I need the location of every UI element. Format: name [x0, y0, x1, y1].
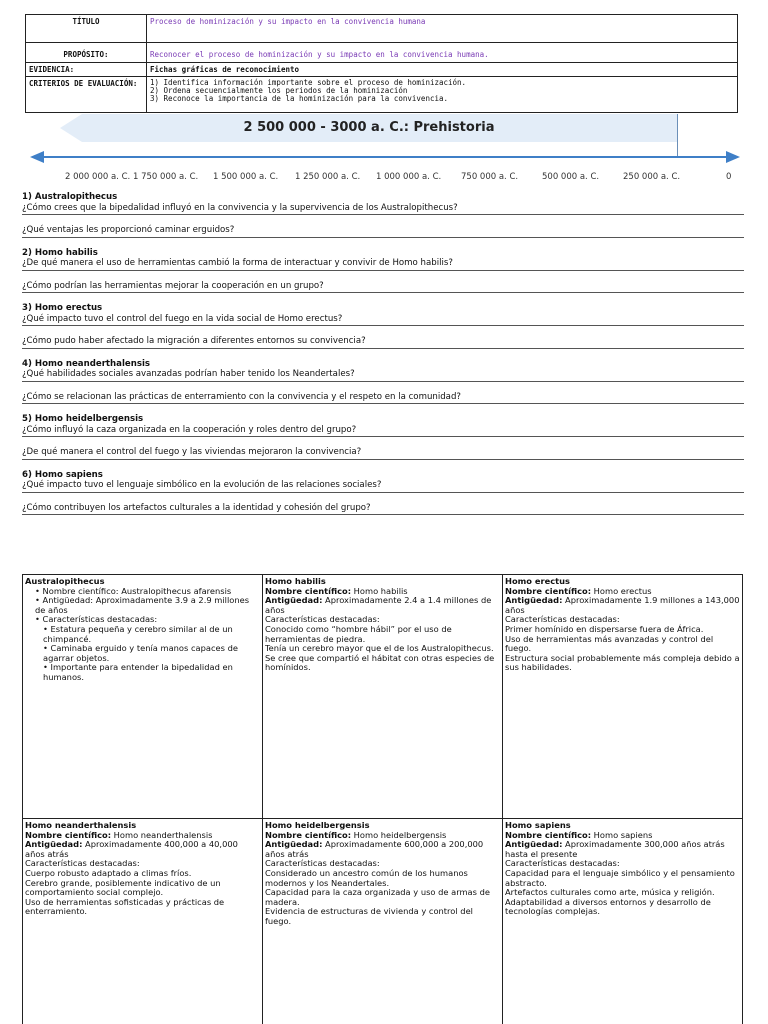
question-text: ¿Qué habilidades sociales avanzadas podrían haber tenido los Neandertales?: [22, 369, 744, 382]
question-text: ¿De qué manera el uso de herramientas cambió la forma de interactuar y convivir de Homo habilis?: [22, 258, 744, 271]
card-line: • Estatura pequeña y cerebro similar al de un chimpancé.: [43, 623, 233, 644]
card-age-line: [25, 840, 259, 859]
card-age-value: Aproximadamente 300,000 años atrás hasta el presente: [505, 839, 725, 859]
timeline-label: 1 500 000 a. C.: [213, 172, 279, 182]
question-title: 3) Homo erectus: [22, 303, 103, 313]
card-line: Adaptabilidad a diversos entornos y desarrollo de tecnologías complejas.: [505, 896, 711, 917]
timeline-label: 500 000 a. C.: [542, 172, 600, 182]
card-name-value: Homo erectus: [591, 585, 652, 596]
question-block: [22, 192, 744, 238]
timeline-label: 2 000 000 a. C.: [65, 172, 131, 182]
question-block: [22, 470, 744, 516]
question-text: ¿Cómo crees que la bipedalidad influyó en la convivencia y la supervivencia de los Australopithecus?: [22, 203, 744, 216]
timeline-label: 0: [726, 172, 732, 182]
card-features-label: Características destacadas:: [505, 614, 620, 625]
card-name-value: Homo sapiens: [591, 829, 653, 840]
card-age-label: Antigüedad:: [25, 839, 83, 850]
question-text: ¿De qué manera el control del fuego y las viviendas mejoraron la convivencia?: [22, 447, 744, 460]
timeline-label: 1 000 000 a. C.: [376, 172, 442, 182]
titulo-row: [26, 15, 738, 43]
card-name-label: Nombre científico:: [265, 585, 352, 596]
titulo-label: TÍTULO: [26, 15, 147, 43]
criterio-3: 3) Reconoce la importancia de la hominización para la convivencia.: [150, 94, 449, 103]
question-block: [22, 248, 744, 294]
card-line: • Caminaba erguido y tenía manos capaces de agarrar objetos.: [43, 643, 238, 663]
card-age-value: Aproximadamente 400,000 a 40,000 años atrás: [25, 839, 238, 859]
card-title: Homo neanderthalensis: [25, 820, 137, 830]
card-features-label: Características destacadas:: [265, 614, 380, 625]
card-name-label: Nombre científico:: [505, 829, 592, 840]
timeline-left-arrow-icon: [30, 151, 44, 163]
titulo-value: Proceso de hominización y su impacto en la convivencia humana: [147, 15, 738, 43]
question-title: 6) Homo sapiens: [22, 469, 103, 480]
banner-connector: [677, 142, 678, 156]
card-title: Homo sapiens: [505, 820, 571, 830]
card-name-value: Homo neanderthalensis: [111, 829, 213, 840]
card-line: • Importante para entender la bipedalidad en humanos.: [43, 662, 233, 682]
question-title: 2) Homo habilis: [22, 247, 98, 258]
card-homo-heidelbergensis: [263, 819, 501, 929]
card-line: Primer homínido en dispersarse fuera de África.: [505, 623, 704, 634]
card-line: Se cree que compartió el hábitat con otras especies de homínidos.: [265, 652, 495, 673]
card-homo-habilis: [263, 575, 501, 675]
card-homo-neanderthalensis: [23, 819, 261, 919]
card-homo-sapiens: [503, 819, 742, 919]
question-text: ¿Cómo pudo haber afectado la migración a diferentes entornos su convivencia?: [22, 336, 744, 349]
card-age-value: Aproximadamente 1.9 millones a 143,000 años: [505, 595, 740, 615]
question-text: ¿Qué impacto tuvo el control del fuego en la vida social de Homo erectus?: [22, 314, 744, 327]
timeline-axis: [38, 156, 732, 158]
criterios-list: [147, 77, 738, 113]
card-age-label: Antigüedad:: [505, 839, 563, 850]
question-text: ¿Cómo contribuyen los artefactos culturales a la identidad y cohesión del grupo?: [22, 503, 744, 516]
evidencia-label: EVIDENCIA:: [26, 63, 147, 77]
card-age-line: [265, 596, 499, 615]
evidencia-value: Fichas gráficas de reconocimiento: [147, 63, 738, 77]
timeline-label: 1 750 000 a. C.: [133, 172, 199, 182]
criterio-2: 2) Ordena secuencialmente los periodos de la hominización: [150, 86, 408, 95]
question-text: ¿Qué impacto tuvo el lenguaje simbólico en la evolución de las relaciones sociales?: [22, 480, 744, 493]
question-text: ¿Qué ventajas les proporcionó caminar erguidos?: [22, 225, 744, 238]
card-line: Estructura social probablemente más compleja debido a sus habilidades.: [505, 652, 740, 673]
timeline-label: 250 000 a. C.: [623, 172, 681, 182]
hominid-cards-grid: [22, 574, 743, 1024]
card-age-line: [505, 840, 740, 859]
card-line: • Nombre científico: Australopithecus afarensis: [35, 585, 232, 596]
card-name-label: Nombre científico:: [505, 585, 592, 596]
card-name-label: Nombre científico:: [25, 829, 112, 840]
timeline-label: 1 250 000 a. C.: [295, 172, 361, 182]
card-age-label: Antigüedad:: [265, 839, 323, 850]
question-text: ¿Cómo podrían las herramientas mejorar la cooperación en un grupo?: [22, 281, 744, 294]
card-line: Tenía un cerebro mayor que el de los Australopithecus.: [265, 643, 494, 654]
card-line: Capacidad para la caza organizada y uso de armas de madera.: [265, 887, 490, 907]
criterios-label: CRITERIOS DE EVALUACIÓN:: [26, 77, 147, 113]
card-name-value: Homo heidelbergensis: [351, 829, 447, 840]
card-age-label: Antigüedad:: [505, 595, 563, 606]
card-line: Artefactos culturales como arte, música y religión.: [505, 887, 715, 898]
card-features-label: Características destacadas:: [505, 858, 620, 869]
timeline-label: 750 000 a. C.: [461, 172, 519, 182]
card-title: Australopithecus: [25, 576, 105, 586]
proposito-row: [26, 43, 738, 63]
card-line: Uso de herramientas más avanzadas y control del fuego.: [505, 633, 714, 654]
card-line: • Antigüedad: Aproximadamente 3.9 a 2.9 millones de años: [35, 595, 250, 615]
proposito-label: PROPÓSITO:: [26, 43, 147, 63]
question-block: [22, 359, 744, 405]
question-title: 4) Homo neanderthalensis: [22, 358, 151, 369]
card-name-value: Homo habilis: [351, 585, 408, 596]
card-line: • Características destacadas:: [35, 614, 158, 625]
card-line: Considerado un ancestro común de los humanos modernos y los Neandertales.: [265, 867, 468, 888]
card-title: Homo habilis: [265, 576, 326, 586]
card-features-label: Características destacadas:: [265, 858, 380, 869]
timeline-right-arrow-icon: [726, 151, 740, 163]
card-title: Homo heidelbergensis: [265, 820, 370, 830]
criterio-1: 1) Identifica información importante sobre el proceso de hominización.: [150, 78, 467, 87]
card-line: Conocido como “hombre hábil” por el uso de herramientas de piedra.: [265, 623, 452, 644]
question-block: [22, 303, 744, 349]
question-title: 1) Australopithecus: [22, 192, 118, 202]
card-line: Cuerpo robusto adaptado a climas fríos.: [25, 867, 192, 878]
card-homo-erectus: [503, 575, 742, 675]
criterios-row: [26, 77, 738, 113]
question-title: 5) Homo heidelbergensis: [22, 414, 144, 424]
card-age-line: [265, 840, 499, 859]
card-age-label: Antigüedad:: [265, 595, 323, 606]
question-text: ¿Cómo se relacionan las prácticas de enterramiento con la convivencia y el respeto en la comunidad?: [22, 392, 744, 405]
question-block: [22, 414, 744, 460]
evidencia-row: [26, 63, 738, 77]
card-australopithecus: [23, 575, 261, 685]
card-line: Capacidad para el lenguaje simbólico y el pensamiento abstracto.: [505, 867, 735, 888]
card-age-value: Aproximadamente 600,000 a 200,000 años atrás: [265, 839, 484, 859]
card-line: Evidencia de estructuras de vivienda y control del fuego.: [265, 906, 473, 926]
prehistoria-banner-text: 2 500 000 - 3000 a. C.: Prehistoria: [243, 120, 495, 135]
header-table: [25, 14, 738, 113]
card-age-value: Aproximadamente 2.4 a 1.4 millones de años: [265, 595, 492, 615]
card-name-label: Nombre científico:: [265, 829, 352, 840]
question-text: ¿Cómo influyó la caza organizada en la cooperación y roles dentro del grupo?: [22, 425, 744, 438]
card-age-line: [505, 596, 740, 615]
card-features-label: Características destacadas:: [25, 858, 140, 869]
questions-section: [22, 192, 744, 525]
proposito-value: Reconocer el proceso de hominización y su impacto en la convivencia humana.: [147, 43, 738, 63]
card-title: Homo erectus: [505, 576, 570, 586]
card-line: Uso de herramientas sofisticadas y prácticas de enterramiento.: [25, 896, 225, 917]
card-line: Cerebro grande, posiblemente indicativo de un comportamiento social complejo.: [25, 877, 221, 898]
